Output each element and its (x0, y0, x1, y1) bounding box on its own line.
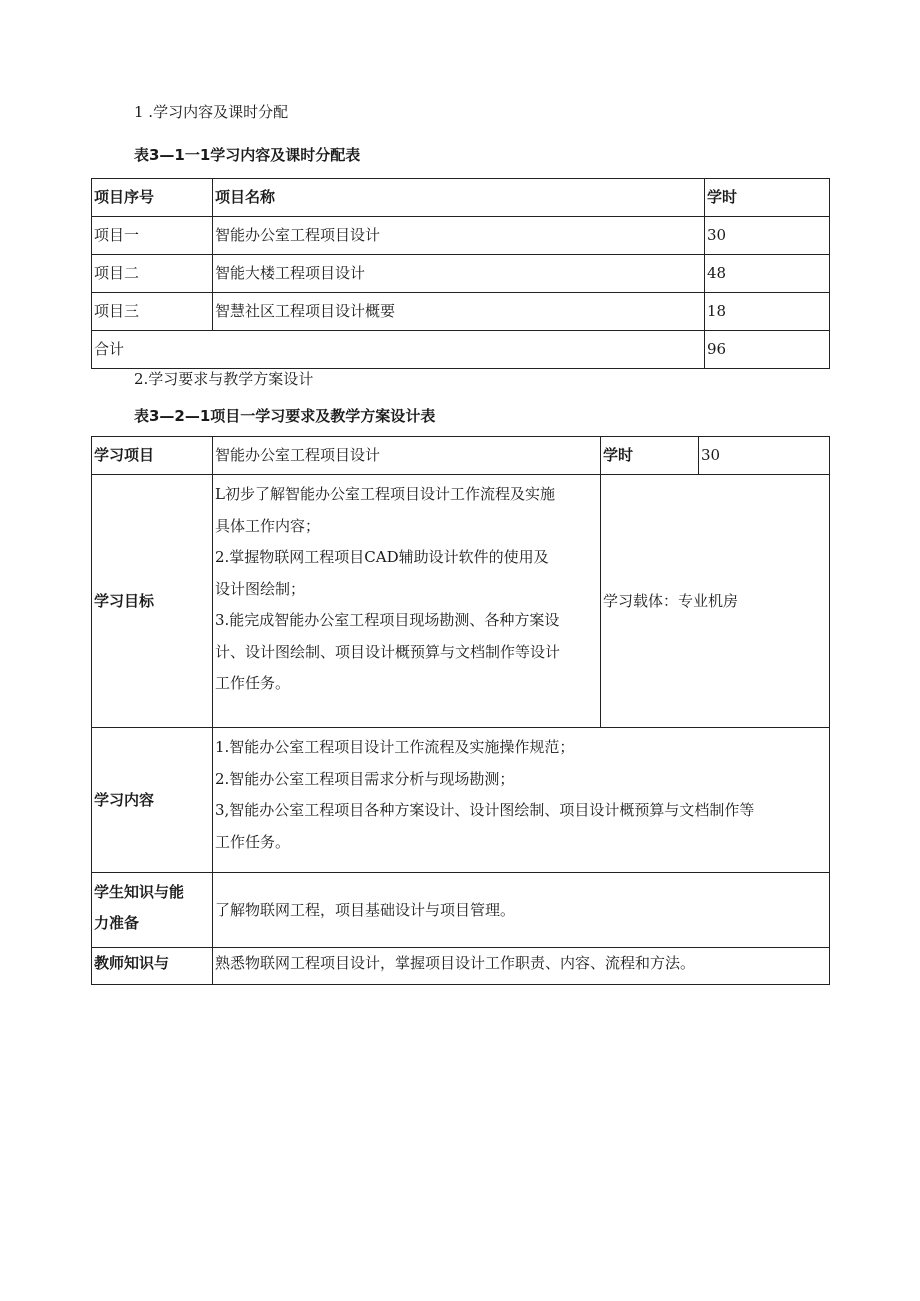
objective-line: 具体工作内容； (215, 516, 321, 535)
objective-line: 3.能完成智能办公室工程项目现场勘测、各种方案设 (215, 611, 560, 629)
section2-heading: 2.学习要求与教学方案设计 (134, 370, 314, 388)
cell-project-name: 智能办公室工程项目设计 (213, 217, 705, 255)
objective-line: 工作任务。 (215, 674, 291, 692)
table-row (92, 293, 830, 331)
table2-caption: 表3—2—1项目一学习要求及教学方案设计表 (134, 407, 436, 425)
total-label: 合计 (92, 331, 705, 369)
cell-project-name: 智能大楼工程项目设计 (213, 255, 705, 293)
student-label-line: 学生知识与能 (94, 883, 185, 901)
objective-line: 设计图绘制； (215, 579, 306, 598)
table-row (92, 255, 830, 293)
objectives-text (213, 475, 601, 728)
student-prep-text: 了解物联网工程，项目基础设计与项目管理。 (213, 873, 830, 948)
student-prep-label (92, 873, 213, 948)
objectives-label: 学习目标 (92, 475, 213, 728)
objective-line: 2.掌握物联网工程项目CAD辅助设计软件的使用及 (215, 548, 549, 566)
table1-caption: 表3—1一1学习内容及课时分配表 (134, 146, 361, 164)
cell-project-no: 项目三 (92, 293, 213, 331)
teacher-text: 熟悉物联网工程项目设计，掌握项目设计工作职责、内容、流程和方法。 (213, 948, 830, 985)
content-row (92, 728, 830, 873)
course-hours-table (91, 178, 830, 369)
header-project-no: 项目序号 (92, 179, 213, 217)
content-line: 2.智能办公室工程项目需求分析与现场勘测； (215, 769, 515, 788)
content-line: 3,智能办公室工程项目各种方案设计、设计图绘制、项目设计概预算与文档制作等 (215, 801, 755, 819)
table-row (92, 217, 830, 255)
student-label-line: 力准备 (94, 914, 140, 932)
content-text (213, 728, 830, 873)
content-line: 工作任务。 (215, 832, 291, 851)
header-project-name: 项目名称 (213, 179, 705, 217)
objective-line: 计、设计图绘制、项目设计概预算与文档制作等设计 (215, 642, 561, 661)
project-row (92, 437, 830, 475)
objective-line: L初步了解智能办公室工程项目设计工作流程及实施 (215, 485, 555, 503)
teacher-label: 教师知识与 (92, 948, 213, 985)
cell-project-name: 智慧社区工程项目设计概要 (213, 293, 705, 331)
cell-hours: 30 (705, 217, 830, 255)
objectives-row (92, 475, 830, 728)
teaching-plan-table (91, 436, 830, 985)
table-header-row (92, 179, 830, 217)
cell-hours: 18 (705, 293, 830, 331)
cell-project-no: 项目一 (92, 217, 213, 255)
project-label: 学习项目 (92, 437, 213, 475)
header-hours: 学时 (705, 179, 830, 217)
content-line: 1.智能办公室工程项目设计工作流程及实施操作规范； (215, 738, 575, 756)
project-name: 智能办公室工程项目设计 (213, 437, 601, 475)
teacher-row (92, 948, 830, 985)
hours-value: 30 (699, 437, 830, 475)
student-prep-row (92, 873, 830, 948)
total-row (92, 331, 830, 369)
hours-label: 学时 (601, 437, 699, 475)
section1-heading: 1 .学习内容及课时分配 (134, 103, 289, 121)
cell-project-no: 项目二 (92, 255, 213, 293)
cell-hours: 48 (705, 255, 830, 293)
total-value: 96 (705, 331, 830, 369)
content-label: 学习内容 (92, 728, 213, 873)
learning-carrier: 学习载体：专业机房 (601, 475, 830, 728)
